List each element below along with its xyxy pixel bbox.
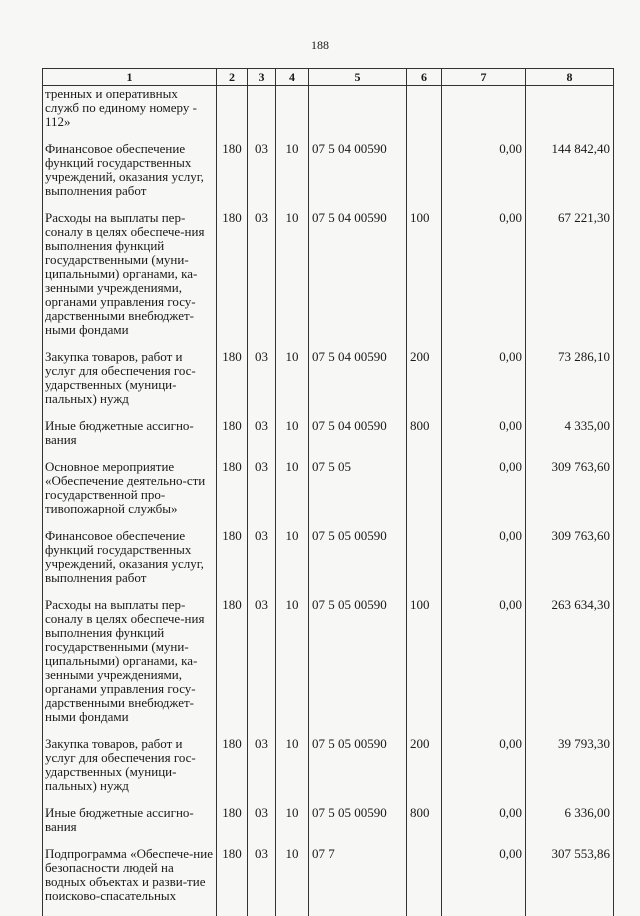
table-row	[43, 142, 614, 211]
target-article-cell: 07 5 05 00590	[309, 806, 407, 847]
chapter-code-cell	[217, 86, 248, 143]
amount-col8-cell: 73 286,10	[526, 350, 614, 419]
chapter-code-cell: 180	[217, 350, 248, 419]
chapter-code-cell: 180	[217, 211, 248, 350]
table-row	[43, 211, 614, 350]
subsection-code-cell: 10	[276, 529, 309, 598]
table-row	[43, 350, 614, 419]
section-code-cell: 03	[248, 142, 276, 211]
target-article-cell: 07 5 04 00590	[309, 419, 407, 460]
amount-col8-cell: 263 634,30	[526, 598, 614, 737]
amount-col8-cell: 39 793,30	[526, 737, 614, 806]
amount-col7-cell: 0,00	[442, 847, 526, 916]
amount-col7-cell: 0,00	[442, 350, 526, 419]
target-article-cell: 07 5 05 00590	[309, 598, 407, 737]
expense-type-cell: 800	[407, 419, 442, 460]
expense-type-cell: 100	[407, 211, 442, 350]
expense-type-cell	[407, 529, 442, 598]
expense-type-cell: 200	[407, 737, 442, 806]
target-article-cell: 07 5 04 00590	[309, 350, 407, 419]
section-code-cell: 03	[248, 598, 276, 737]
table-row	[43, 460, 614, 529]
chapter-code-cell: 180	[217, 806, 248, 847]
subsection-code-cell: 10	[276, 737, 309, 806]
target-article-cell: 07 5 05 00590	[309, 529, 407, 598]
subsection-code-cell: 10	[276, 460, 309, 529]
table-row	[43, 806, 614, 847]
chapter-code-cell: 180	[217, 847, 248, 916]
amount-col8-cell: 307 553,86	[526, 847, 614, 916]
column-header: 3	[248, 69, 276, 86]
amount-col8-cell: 309 763,60	[526, 460, 614, 529]
row-name-cell: Закупка товаров, работ и услуг для обеспечения гос-ударственных (муници-пальных) нужд	[43, 737, 217, 806]
subsection-code-cell: 10	[276, 419, 309, 460]
subsection-code-cell: 10	[276, 598, 309, 737]
row-name-cell: Основное мероприятие «Обеспечение деятельно-сти государственной про-тивопожарной службы»	[43, 460, 217, 529]
table-row	[43, 86, 614, 143]
expense-type-cell	[407, 460, 442, 529]
expense-type-cell: 800	[407, 806, 442, 847]
column-header: 2	[217, 69, 248, 86]
subsection-code-cell: 10	[276, 806, 309, 847]
amount-col7-cell: 0,00	[442, 211, 526, 350]
table-row	[43, 529, 614, 598]
amount-col7-cell: 0,00	[442, 419, 526, 460]
page-number: 188	[311, 38, 329, 52]
amount-col7-cell: 0,00	[442, 806, 526, 847]
column-header: 4	[276, 69, 309, 86]
column-header: 1	[43, 69, 217, 86]
amount-col8-cell: 144 842,40	[526, 142, 614, 211]
expense-type-cell: 200	[407, 350, 442, 419]
target-article-cell: 07 5 04 00590	[309, 142, 407, 211]
amount-col7-cell: 0,00	[442, 142, 526, 211]
row-name-cell: Расходы на выплаты пер-соналу в целях обеспече-ния выполнения функций государственными (муни-ципальными) органами, ка-зенными учреждениями, органами управления госу-дарственными внебюджет-ными фондами	[43, 211, 217, 350]
amount-col7-cell	[442, 86, 526, 143]
amount-col7-cell: 0,00	[442, 529, 526, 598]
amount-col8-cell: 4 335,00	[526, 419, 614, 460]
column-header: 7	[442, 69, 526, 86]
amount-col7-cell: 0,00	[442, 737, 526, 806]
section-code-cell	[248, 86, 276, 143]
table-row	[43, 737, 614, 806]
row-name-cell: Финансовое обеспечение функций государственных учреждений, оказания услуг, выполнения работ	[43, 529, 217, 598]
expense-type-cell	[407, 86, 442, 143]
table-row	[43, 419, 614, 460]
expense-type-cell	[407, 847, 442, 916]
chapter-code-cell: 180	[217, 142, 248, 211]
chapter-code-cell: 180	[217, 419, 248, 460]
subsection-code-cell: 10	[276, 211, 309, 350]
target-article-cell: 07 5 05 00590	[309, 737, 407, 806]
subsection-code-cell: 10	[276, 142, 309, 211]
row-name-cell: Расходы на выплаты пер-соналу в целях обеспече-ния выполнения функций государственными (муни-ципальными) органами, ка-зенными учреждениями, органами управления госу-дарственными внебюджет-ными фондами	[43, 598, 217, 737]
amount-col8-cell: 309 763,60	[526, 529, 614, 598]
chapter-code-cell: 180	[217, 737, 248, 806]
section-code-cell: 03	[248, 737, 276, 806]
row-name-cell: Подпрограмма «Обеспече-ние безопасности людей на водных объектах и разви-тие поисково-спасательных	[43, 847, 217, 916]
subsection-code-cell: 10	[276, 847, 309, 916]
target-article-cell: 07 5 04 00590	[309, 211, 407, 350]
expense-type-cell: 100	[407, 598, 442, 737]
target-article-cell: 07 5 05	[309, 460, 407, 529]
section-code-cell: 03	[248, 211, 276, 350]
row-name-cell: Иные бюджетные ассигно-вания	[43, 419, 217, 460]
subsection-code-cell	[276, 86, 309, 143]
chapter-code-cell: 180	[217, 460, 248, 529]
column-header: 6	[407, 69, 442, 86]
chapter-code-cell: 180	[217, 529, 248, 598]
section-code-cell: 03	[248, 460, 276, 529]
amount-col8-cell: 67 221,30	[526, 211, 614, 350]
expense-type-cell	[407, 142, 442, 211]
chapter-code-cell: 180	[217, 598, 248, 737]
column-header: 8	[526, 69, 614, 86]
amount-col8-cell	[526, 86, 614, 143]
section-code-cell: 03	[248, 419, 276, 460]
row-name-cell: Закупка товаров, работ и услуг для обеспечения гос-ударственных (муници-пальных) нужд	[43, 350, 217, 419]
section-code-cell: 03	[248, 350, 276, 419]
row-name-cell: тренных и оперативных служб по единому номеру - 112»	[43, 86, 217, 143]
section-code-cell: 03	[248, 847, 276, 916]
amount-col7-cell: 0,00	[442, 598, 526, 737]
amount-col8-cell: 6 336,00	[526, 806, 614, 847]
amount-col7-cell: 0,00	[442, 460, 526, 529]
row-name-cell: Финансовое обеспечение функций государственных учреждений, оказания услуг, выполнения работ	[43, 142, 217, 211]
table-header-row	[43, 69, 614, 86]
column-header: 5	[309, 69, 407, 86]
table-row	[43, 598, 614, 737]
row-name-cell: Иные бюджетные ассигно-вания	[43, 806, 217, 847]
section-code-cell: 03	[248, 529, 276, 598]
section-code-cell: 03	[248, 806, 276, 847]
table-row	[43, 847, 614, 916]
target-article-cell: 07 7	[309, 847, 407, 916]
subsection-code-cell: 10	[276, 350, 309, 419]
target-article-cell	[309, 86, 407, 143]
budget-table	[42, 68, 614, 916]
